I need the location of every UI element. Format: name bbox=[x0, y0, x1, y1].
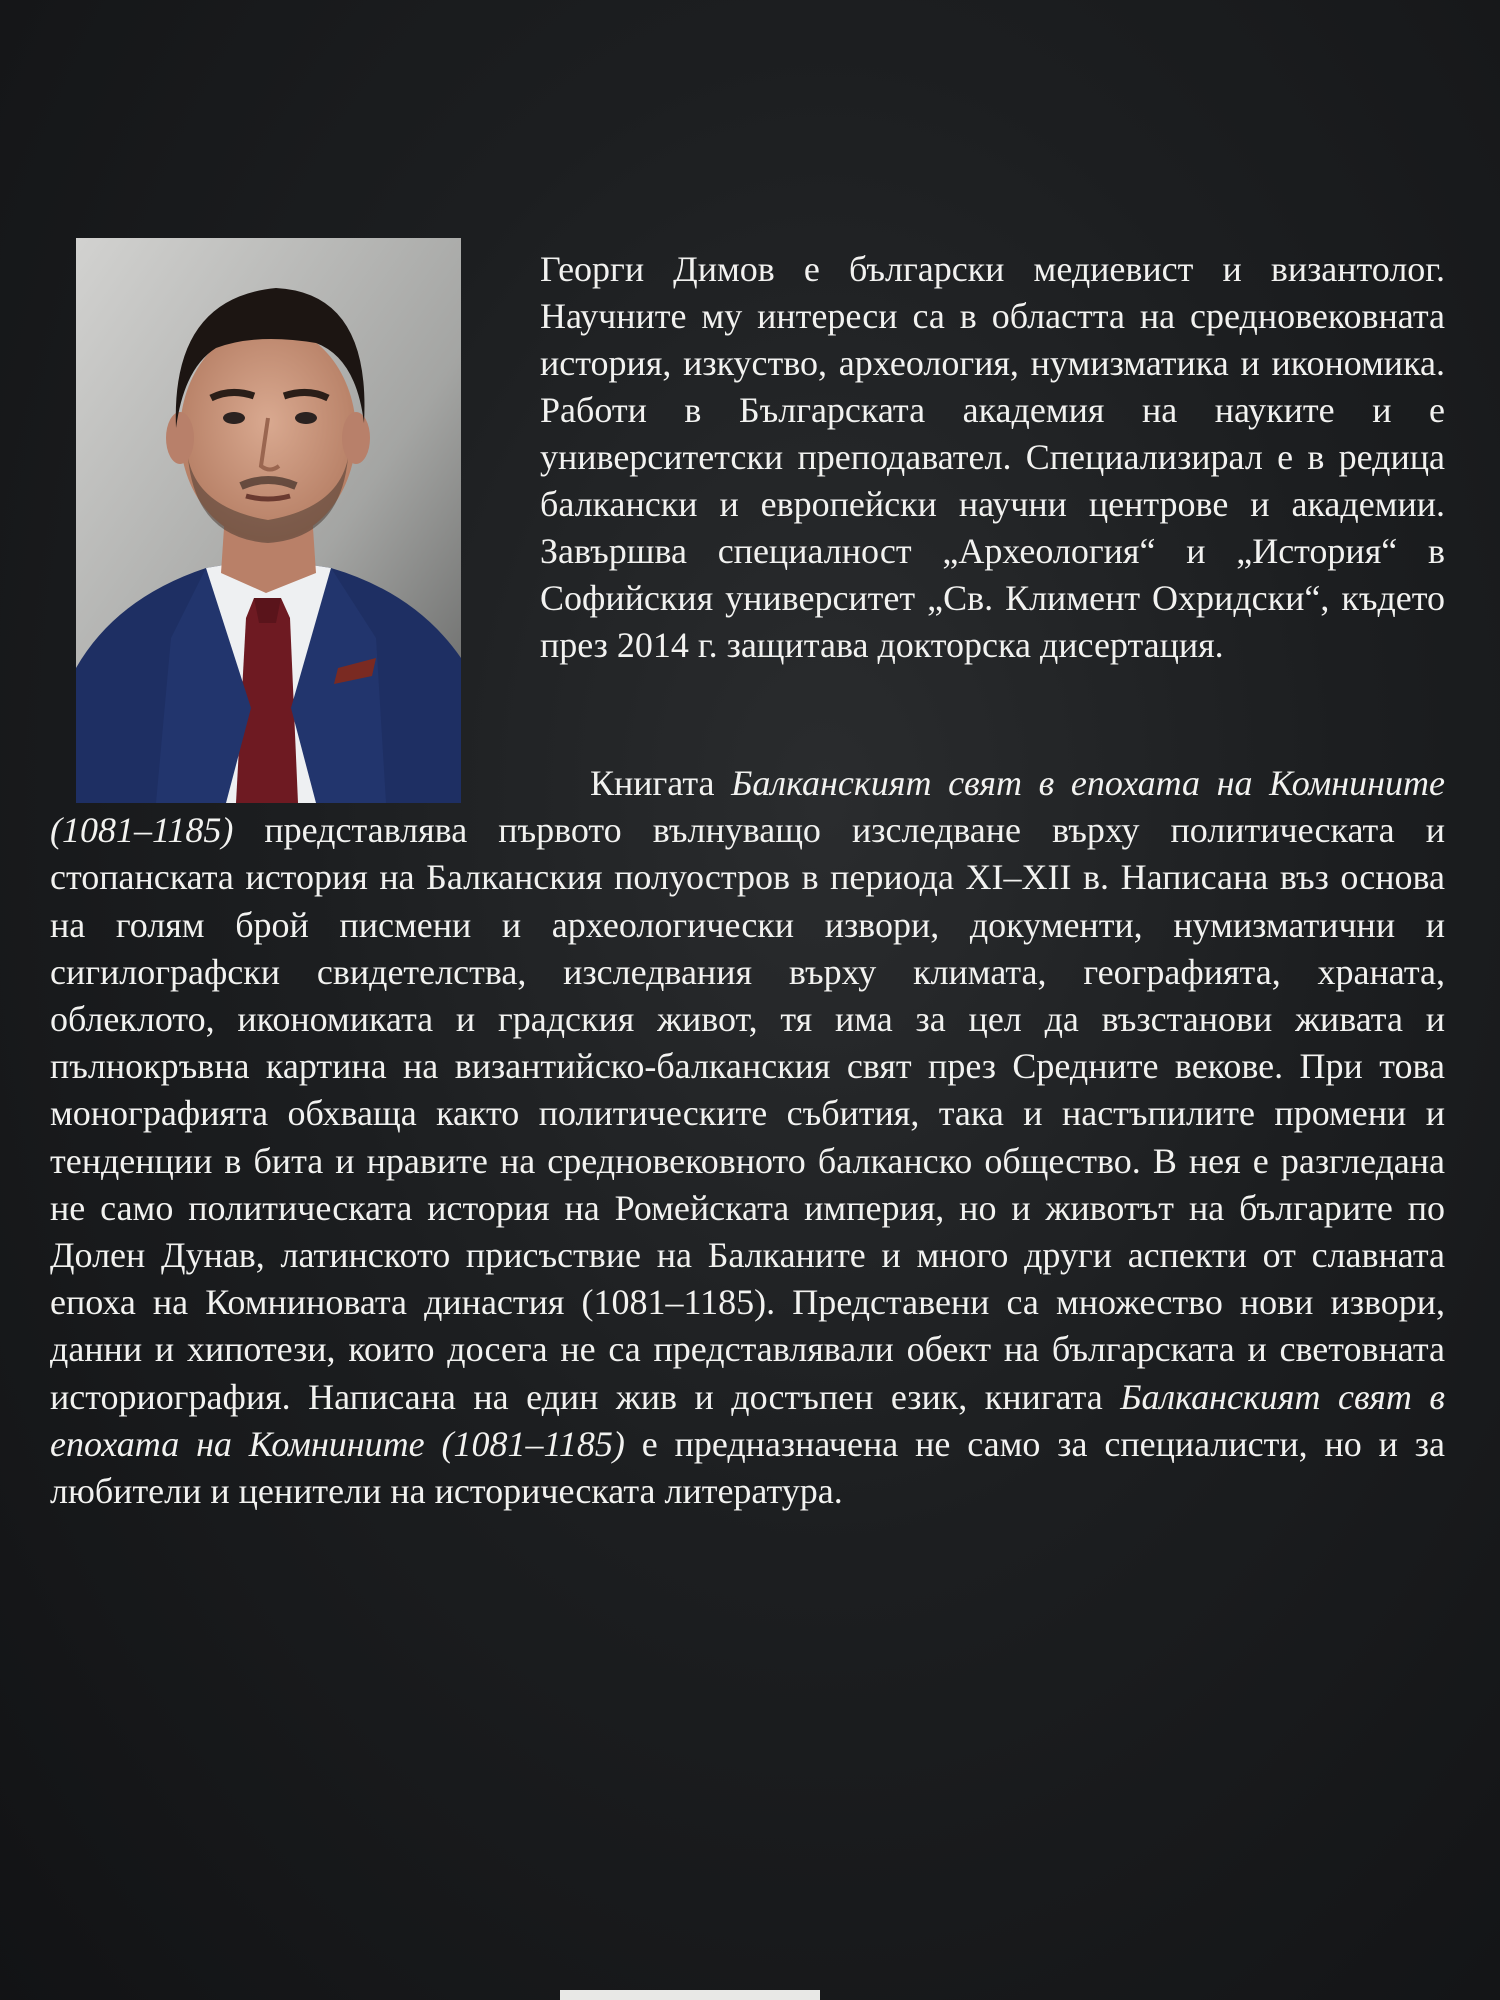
book-description bbox=[50, 760, 1445, 1515]
book-title: Балканският свят в епохата на Комнините (1081–1185) bbox=[50, 763, 1446, 851]
book-title-repeat: Балканският свят в епохата на Комнините (1081–1185) bbox=[50, 1376, 1446, 1464]
book-intro: Книгата bbox=[590, 763, 715, 803]
author-bio-paragraph: Георги Димов е български медиевист и византолог. Научните му интереси са в областта на средновековната история, изкуство, археология, нумизматика и икономика. Работи в Българската академия на науките и е университетски преподавател. Специализирал е в редица балкански и европейски научни центрове и академии. Завършва специалност „Археология“ и „История“ в Софийския университет „Св. Климент Охридски“, където през 2014 г. защитава докторска дисертация. bbox=[540, 249, 1445, 665]
book-description-body: представлява първото вълнуващо изследване върху политическата и стопанската история на Балканския полуостров в периода XI–XII в. Написана въз основа на голям брой писмени и археологически извори, документи, нумизматични и сигилографски свидетелства, изследвания върху климата, географията, храната, облеклото, икономиката и градския живот, тя има за цел да възстанови живата и пълнокръвна картина на византийско-балканския свят през Средните векове. При това монографията обхваща както политическите събития, така и настъпилите промени и тенденции в бита и нравите на средновековното балканско общество. В нея е разгледана не само политическата история на Ромейската империя, но и животът на българите по Долен Дунав, латинското присъствие на Балканите и много други аспекти от славната епоха на Комниновата династия (1081–1185). Представени са множество нови извори, данни и хипотези, които досега не са представлявали обект на българската и световната историография. Написана на един жив и достъпен език, книгата bbox=[50, 810, 1446, 1417]
bottom-edge-strip bbox=[560, 1990, 820, 2000]
author-bio bbox=[540, 246, 1445, 669]
author-portrait-photo-icon bbox=[76, 238, 461, 803]
book-description-closing: е предназначена не само за специалисти, но и за любители и ценители на историческата литература. bbox=[50, 1423, 1445, 1512]
author-portrait bbox=[76, 238, 461, 803]
book-description-paragraph bbox=[50, 760, 1445, 1515]
